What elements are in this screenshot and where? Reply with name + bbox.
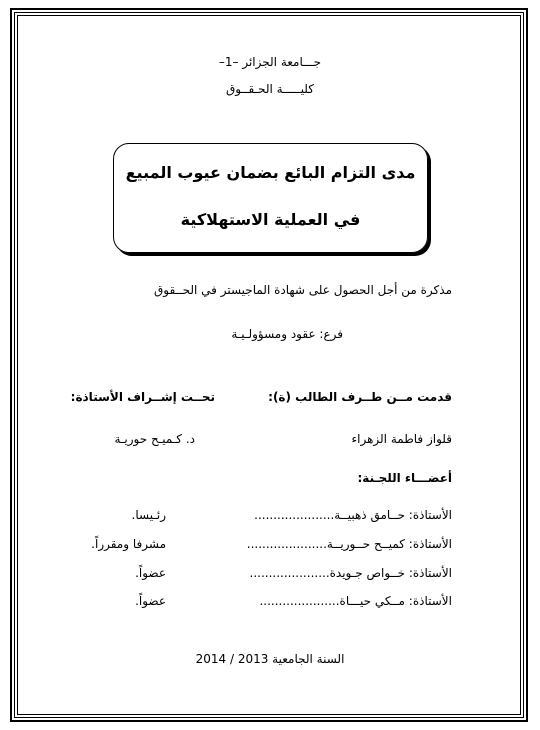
thesis-title-line1: مدى التزام البائع بضمان عيوب المبيع (125, 163, 416, 182)
student-name: قلواز فاطمة الزهراء (351, 432, 452, 446)
committee-role: مشرفا ومقرراً. (91, 537, 166, 551)
committee-member: الأستاذة: كميــح حــوريــة..................... (246, 537, 452, 551)
committee-role: عضواً. (135, 566, 166, 580)
academic-year: السنة الجامعية 2013 / 2014 (195, 652, 345, 666)
supervisor-label: تحــت إشــراف الأستاذة: (70, 390, 215, 404)
supervisor-name: د. كـميـح حوريـة (114, 432, 195, 446)
committee-role: عضواً. (135, 594, 166, 608)
title-box (113, 143, 428, 253)
faculty-name: كليـــــة الحـقــوق (226, 82, 314, 96)
committee-role: رئـيسا. (131, 508, 166, 522)
branch: فرع: عقود ومسؤولـيـة (231, 327, 343, 341)
memo-purpose: مذكرة من أجل الحصول على شهادة الماجيستر في الحــقوق (154, 283, 452, 297)
committee-member: الأستاذة: خــواص جـويدة..................... (249, 566, 452, 580)
committee-member: الأستاذة: مــكي حيـــاة..................... (259, 594, 452, 608)
university-name: جـــامعة الجزائر –1– (218, 55, 322, 69)
page-border-inner (14, 12, 524, 718)
thesis-title-line2: في العملية الاستهلاكية (180, 210, 361, 229)
committee-member: الأستاذة: حــامق ذهبيــة..................... (254, 508, 452, 522)
committee-label: أعضـــاء اللجـنة: (357, 471, 452, 485)
submitted-by-label: قدمت مــن طــرف الطالب (ة): (268, 390, 452, 404)
